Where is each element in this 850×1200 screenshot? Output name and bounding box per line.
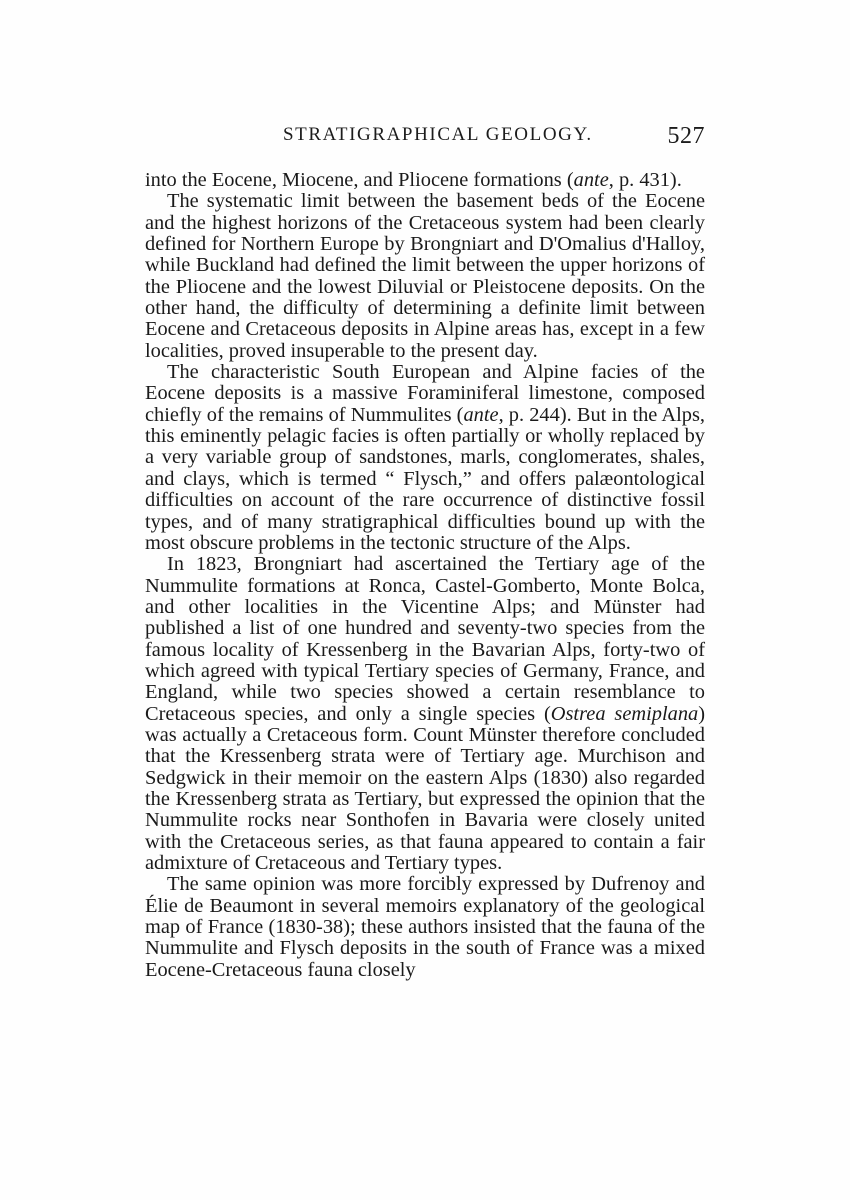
body-text <box>145 170 705 981</box>
paragraph: The same opinion was more forcibly expressed by Dufrenoy and Élie de Beaumont in several memoirs explanatory of the geological map of France (1830-38); these authors insisted that the fauna of the Nummulite and Flysch deposits in the south of France was a mixed Eocene-Cretaceous fauna closely <box>145 873 705 981</box>
italic-term: Ostrea semiplana <box>550 702 699 725</box>
page-number: 527 <box>667 123 705 149</box>
italic-term: ante <box>463 403 499 426</box>
paragraph: In 1823, Brongniart had ascertained the Tertiary age of the Nummulite formations at Ronca, Castel-Gomberto, Monte Bolca, and other localities in the Vicentine Alps; and Münster had published a list of one hundred and seventy-two species from the famous locality of Kressenberg in the Bavarian Alps, forty-two of which agreed with typical Tertiary species of Germany, France, and England, while two species showed a certain resemblance to Cretaceous species, and only a single species (Ostrea semiplana) was actually a Cretaceous form. Count Münster therefore concluded that the Kressenberg strata were of Tertiary age. Murchison and Sedgwick in their memoir on the eastern Alps (1830) also regarded the Kressenberg strata as Tertiary, but expressed the opinion that the Nummulite rocks near Sonthofen in Bavaria were closely united with the Cretaceous series, as that fauna appeared to contain a fair admixture of Cretaceous and Tertiary types. <box>145 553 706 874</box>
paragraph: The characteristic South European and Alpine facies of the Eocene deposits is a massive Foraminiferal limestone, composed chiefly of the remains of Nummulites (ante, p. 244). But in the Alps, this eminently pelagic facies is often partially or wholly replaced by a very variable group of sandstones, marls, conglomerates, shales, and clays, which is termed “ Flysch,” and offers palæontological difficulties on account of the rare occurrence of distinctive fossil types, and of many stratigraphical difficulties bound up with the most obscure problems in the tectonic structure of the Alps. <box>145 361 705 554</box>
page-header <box>145 124 705 156</box>
italic-term: ante <box>573 169 609 191</box>
paragraph: into the Eocene, Miocene, and Pliocene formations (ante, p. 431). <box>145 169 682 191</box>
running-head: STRATIGRAPHICAL GEOLOGY. <box>283 124 593 145</box>
paragraph: The systematic limit between the basement beds of the Eocene and the highest horizons of the Cretaceous system had been clearly defined for Northern Europe by Brongniart and D'Omalius d'Halloy, while Buckland had defined the limit between the upper horizons of the Pliocene and the lowest Diluvial or Pleistocene deposits. On the other hand, the difficulty of determining a definite limit between Eocene and Cretaceous deposits in Alpine areas has, except in a few localities, proved insuperable to the present day. <box>145 190 705 362</box>
